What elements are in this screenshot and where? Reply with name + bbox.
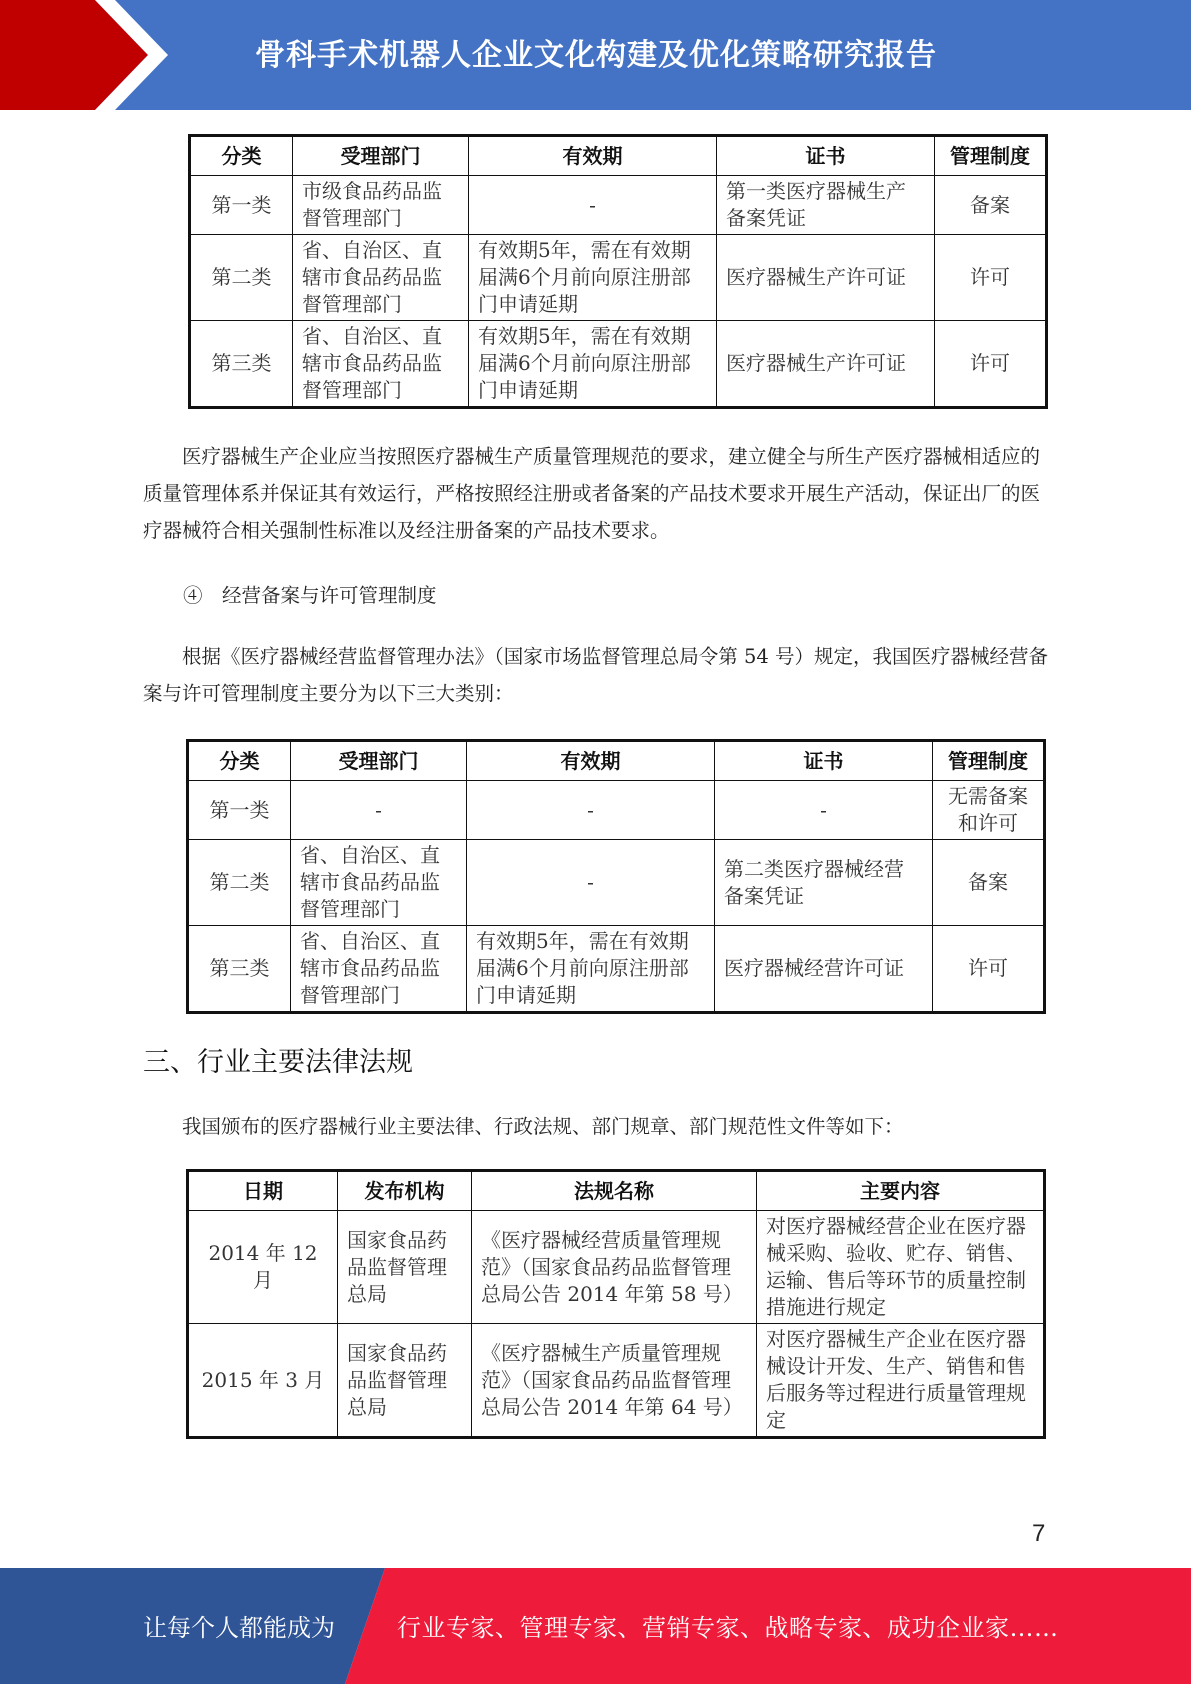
table-cell: 医疗器械经营许可证 (715, 926, 933, 1013)
header-cell: 日期 (188, 1171, 338, 1211)
table-cell: 医疗器械生产许可证 (717, 235, 935, 321)
table-row (190, 321, 1047, 408)
page-footer (0, 1568, 1191, 1684)
header-cell: 分类 (188, 741, 291, 781)
header-cell: 法规名称 (472, 1171, 757, 1211)
table-cell: 2015 年 3 月 (188, 1324, 338, 1438)
table-cell: - (467, 781, 715, 840)
header-cell: 受理部门 (291, 741, 467, 781)
header-cell: 管理制度 (935, 136, 1047, 176)
table-cell: 第三类 (190, 321, 293, 408)
table-cell: 许可 (935, 321, 1047, 408)
table-cell: 省、自治区、直辖市食品药品监督管理部门 (291, 926, 467, 1013)
table-cell: 国家食品药品监督管理总局 (338, 1211, 472, 1324)
table-row (188, 781, 1045, 840)
header-cell: 受理部门 (293, 136, 469, 176)
table-cell: 省、自治区、直辖市食品药品监督管理部门 (293, 321, 469, 408)
table-row (188, 840, 1045, 926)
table-cell: - (291, 781, 467, 840)
table-cell: 2014 年 12 月 (188, 1211, 338, 1324)
table-cell: 第一类 (190, 176, 293, 235)
table-cell: 医疗器械生产许可证 (717, 321, 935, 408)
page-number: 7 (1032, 1520, 1046, 1547)
table-row (190, 235, 1047, 321)
table-cell: 第一类 (188, 781, 291, 840)
table-cell: 第一类医疗器械生产备案凭证 (717, 176, 935, 235)
header-cell: 有效期 (467, 741, 715, 781)
operation-table (186, 739, 1046, 1014)
header-cell: 管理制度 (933, 741, 1045, 781)
page-header (0, 0, 1191, 110)
body-paragraph: 我国颁布的医疗器械行业主要法律、行政法规、部门规章、部门规范性文件等如下： (182, 1115, 904, 1138)
body-paragraph: 医疗器械生产企业应当按照医疗器械生产质量管理规范的要求，建立健全与所生产医疗器械相适应的质量管理体系并保证其有效运行，严格按照经注册或者备案的产品技术要求开展生产活动，保证出厂的医疗器械符合相关强制性标准以及经注册备案的产品技术要求。 (143, 445, 1041, 542)
body-paragraph: 根据《医疗器械经营监督管理办法》（国家市场监督管理总局令第 54 号）规定，我国医疗器械经营备案与许可管理制度主要分为以下三大类别： (143, 645, 1048, 705)
table-cell: 第二类 (190, 235, 293, 321)
table-cell: 《医疗器械经营质量管理规范》（国家食品药品监督管理总局公告 2014 年第 58 号） (472, 1211, 757, 1324)
table-cell: 对医疗器械生产企业在医疗器械设计开发、生产、销售和售后服务等过程进行质量管理规定 (757, 1324, 1045, 1438)
table-cell: 第二类 (188, 840, 291, 926)
table-row (188, 1211, 1045, 1324)
production-table (188, 134, 1048, 409)
subheading: ④ 经营备案与许可管理制度 (183, 584, 437, 607)
table-header-row (190, 136, 1047, 176)
table-cell: 省、自治区、直辖市食品药品监督管理部门 (293, 235, 469, 321)
table-cell: 有效期5年，需在有效期届满6个月前向原注册部门申请延期 (467, 926, 715, 1013)
table-cell: 备案 (935, 176, 1047, 235)
table-cell: 国家食品药品监督管理总局 (338, 1324, 472, 1438)
table-cell: 许可 (933, 926, 1045, 1013)
table-cell: 备案 (933, 840, 1045, 926)
table-cell: 有效期5年，需在有效期届满6个月前向原注册部门申请延期 (469, 235, 717, 321)
table-row (190, 176, 1047, 235)
table-cell: 第二类医疗器械经营备案凭证 (715, 840, 933, 926)
table-cell: 无需备案和许可 (933, 781, 1045, 840)
regulations-table (186, 1169, 1046, 1439)
table-cell: 对医疗器械经营企业在医疗器械采购、验收、贮存、销售、运输、售后等环节的质量控制措施进行规定 (757, 1211, 1045, 1324)
header-cell: 分类 (190, 136, 293, 176)
header-cell: 主要内容 (757, 1171, 1045, 1211)
header-cell: 证书 (715, 741, 933, 781)
footer-slogan-left: 让每个人都能成为 (143, 1614, 335, 1642)
header-cell: 发布机构 (338, 1171, 472, 1211)
table-cell: 省、自治区、直辖市食品药品监督管理部门 (291, 840, 467, 926)
table-cell: 许可 (935, 235, 1047, 321)
table-cell: 市级食品药品监督管理部门 (293, 176, 469, 235)
table-cell: 第三类 (188, 926, 291, 1013)
header-cell: 证书 (717, 136, 935, 176)
table-cell: - (467, 840, 715, 926)
table-row (188, 926, 1045, 1013)
table-row (188, 1324, 1045, 1438)
header-cell: 有效期 (469, 136, 717, 176)
table-cell: - (469, 176, 717, 235)
table-header-row (188, 1171, 1045, 1211)
report-title: 骨科手术机器人企业文化构建及优化策略研究报告 (255, 38, 937, 73)
section-title: 三、行业主要法律法规 (143, 1047, 413, 1078)
footer-slogan-right: 行业专家、管理专家、营销专家、战略专家、成功企业家…… (397, 1614, 1059, 1642)
table-cell: 《医疗器械生产质量管理规范》（国家食品药品监督管理总局公告 2014 年第 64 号） (472, 1324, 757, 1438)
table-cell: 有效期5年，需在有效期届满6个月前向原注册部门申请延期 (469, 321, 717, 408)
table-header-row (188, 741, 1045, 781)
table-cell: - (715, 781, 933, 840)
